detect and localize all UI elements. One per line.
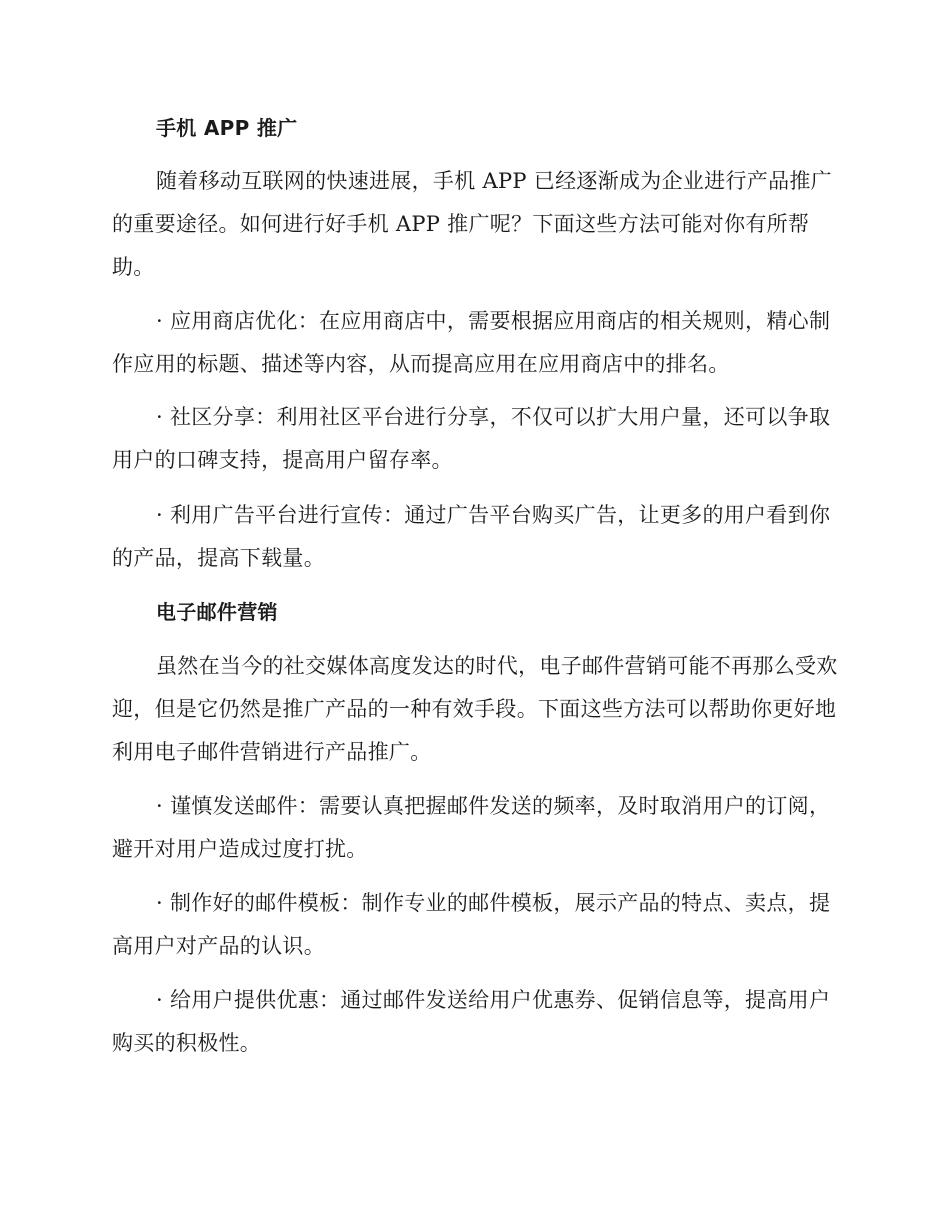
section-intro-email-marketing: 虽然在当今的社交媒体高度发达的时代，电子邮件营销可能不再那么受欢迎，但是它仍然是推广产品的一种有效手段。下面这些方法可以帮助你更好地利用电子邮件营销进行产品推广。 bbox=[112, 654, 838, 764]
bullet-careful-sending: · 谨慎发送邮件：需要认真把握邮件发送的频率，及时取消用户的订阅，避开对用户造成过度打扰。 bbox=[112, 794, 831, 861]
section-heading-email-marketing: 电子邮件营销 bbox=[156, 600, 278, 624]
section-heading-app-promotion: 手机 APP 推广 bbox=[156, 116, 298, 140]
section-intro-app-promotion: 随着移动互联网的快速进展，手机 APP 已经逐渐成为企业进行产品推广的重要途径。如何进行好手机 APP 推广呢？下面这些方法可能对你有所帮助。 bbox=[112, 169, 832, 279]
bullet-app-store-optimization: · 应用商店优化：在应用商店中，需要根据应用商店的相关规则，精心制作应用的标题、描述等内容，从而提高应用在应用商店中的排名。 bbox=[112, 309, 831, 376]
bullet-email-templates: · 制作好的邮件模板：制作专业的邮件模板，展示产品的特点、卖点，提高用户对产品的认识。 bbox=[112, 891, 831, 958]
bullet-community-sharing: · 社区分享：利用社区平台进行分享，不仅可以扩大用户量，还可以争取用户的口碑支持，提高用户留存率。 bbox=[112, 405, 831, 472]
bullet-ad-platform: · 利用广告平台进行宣传：通过广告平台购买广告，让更多的用户看到你的产品，提高下载量。 bbox=[112, 503, 831, 570]
bullet-user-discounts: · 给用户提供优惠：通过邮件发送给用户优惠券、促销信息等，提高用户购买的积极性。 bbox=[112, 988, 831, 1055]
